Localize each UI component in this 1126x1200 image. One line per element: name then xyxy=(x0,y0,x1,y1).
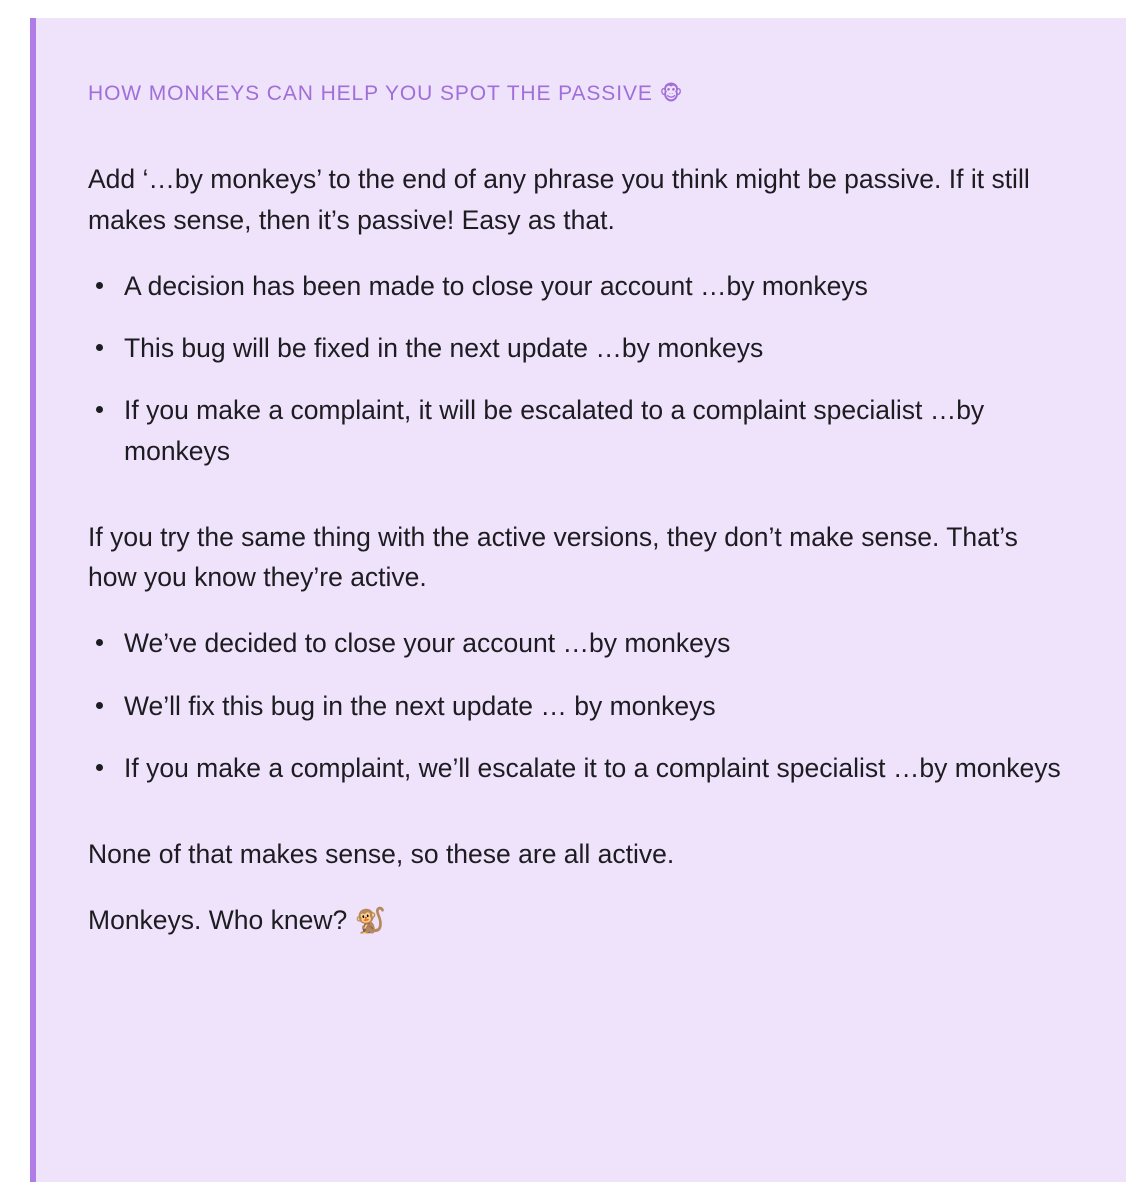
callout-heading-text: HOW MONKEYS CAN HELP YOU SPOT THE PASSIVE xyxy=(88,82,653,105)
closing-paragraph xyxy=(88,900,1070,940)
callout-content xyxy=(36,18,1126,1007)
active-explanation-paragraph: If you try the same thing with the active versions, they don’t make sense. That’s how you know they’re active. xyxy=(88,521,1018,593)
list-item: This bug will be fixed in the next update …by monkeys xyxy=(88,328,1070,368)
intro-paragraph: Add ‘…by monkeys’ to the end of any phrase you think might be passive. If it still makes sense, then it’s passive! Easy as that. xyxy=(88,164,1030,235)
monkey-icon: 🐒 xyxy=(354,906,386,936)
callout-heading xyxy=(88,80,1070,107)
list-item: A decision has been made to close your account …by monkeys xyxy=(88,266,1070,306)
passive-examples-list xyxy=(88,266,1070,471)
spacer xyxy=(88,495,1070,517)
callout-box xyxy=(30,18,1126,1182)
closing-paragraph-text: Monkeys. Who knew? xyxy=(88,905,348,936)
monkey-face-icon: 🐵 xyxy=(659,81,684,105)
active-examples-list xyxy=(88,623,1070,788)
conclusion-paragraph: None of that makes sense, so these are all active. xyxy=(88,839,675,870)
list-item: If you make a complaint, we’ll escalate it to a complaint specialist …by monkeys xyxy=(88,748,1070,788)
list-item: We’ll fix this bug in the next update … by monkeys xyxy=(88,686,1070,726)
list-item: If you make a complaint, it will be escalated to a complaint specialist …by monkeys xyxy=(88,390,1070,471)
spacer xyxy=(88,812,1070,834)
list-item: We’ve decided to close your account …by monkeys xyxy=(88,623,1070,663)
